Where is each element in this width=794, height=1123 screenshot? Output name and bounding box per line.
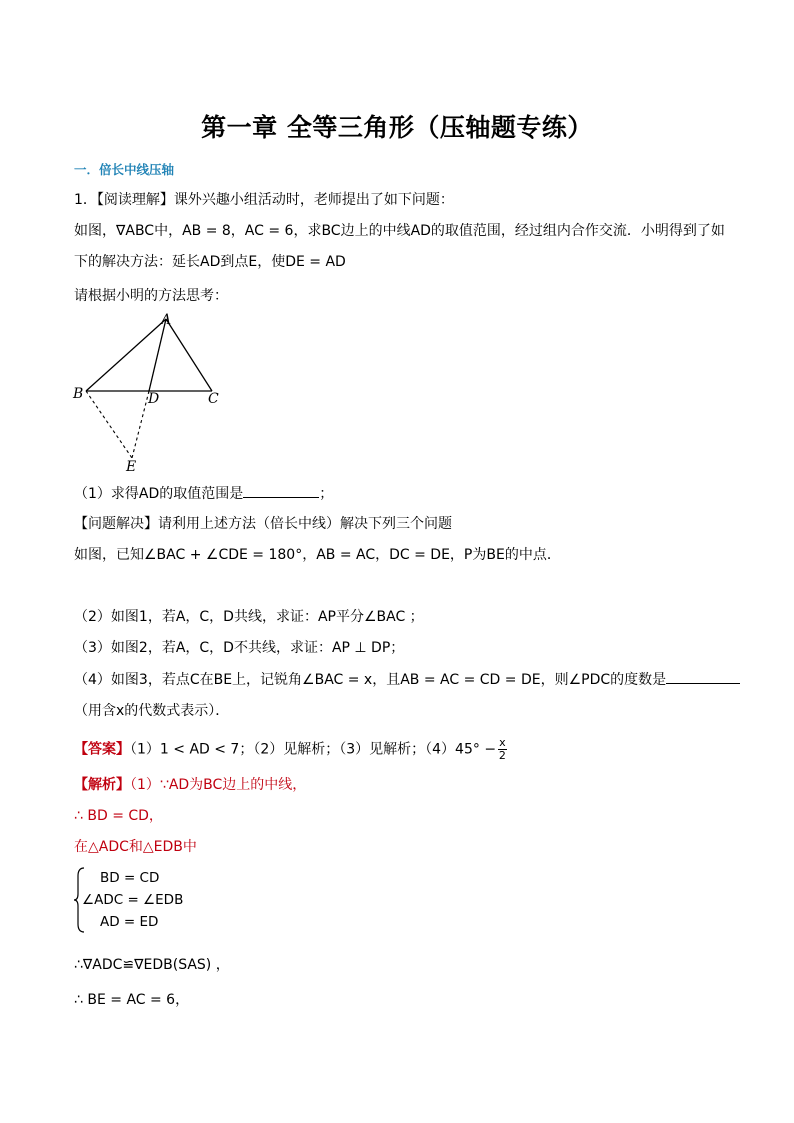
equation-system: [74, 866, 214, 934]
analysis-text-1: （1）∵AD为BC边上的中线，: [130, 777, 307, 793]
problem-prompt: 请根据小明的方法思考：: [74, 288, 228, 304]
analysis-label: 【解析】: [74, 777, 130, 793]
label-b: B: [73, 386, 84, 402]
section-heading: 一．倍长中线压轴: [74, 162, 175, 177]
problem-statement-line-1: 如图，∇ABC中，AB = 8，AC = 6，求BC边上的中线AD的取值范围，经过组内合作交流．小明得到了如: [74, 223, 725, 239]
answer-blank-1: [243, 483, 319, 498]
segment-ad: [149, 319, 166, 391]
analysis-line-5: ∴ BE = AC = 6，: [74, 992, 190, 1008]
answer-text: （1）1 < AD < 7；（2）见解析；（3）见解析；（4）45° −: [130, 741, 497, 758]
segment-de: [132, 391, 149, 458]
label-e: E: [126, 459, 137, 475]
question-3: （3）如图2，若A，C，D不共线，求证：AP ⊥ DP；: [74, 640, 405, 656]
answer-label: 【答案】: [74, 741, 130, 758]
system-row-1: BD = CD: [100, 870, 160, 886]
answer-line: [74, 737, 507, 762]
question-4-note: （用含x的代数式表示）．: [74, 703, 230, 719]
label-c: C: [208, 391, 219, 407]
question-4: [74, 669, 740, 690]
fraction-numerator: x: [499, 736, 506, 749]
analysis-line-4: ∴∇ADC≌∇EDB(SAS) ，: [74, 957, 230, 973]
system-row-3: AD = ED: [100, 914, 159, 930]
label-d: D: [148, 391, 160, 407]
analysis-line-1: [74, 775, 306, 795]
segment-be: [86, 391, 132, 458]
triangle-figure: [60, 306, 240, 476]
question-1-end: ；: [319, 486, 334, 502]
question-1: [74, 483, 333, 504]
segment-ac: [166, 319, 212, 391]
problem-solving-heading: 【问题解决】请利用上述方法（倍长中线）解决下列三个问题: [74, 516, 452, 532]
problem-statement-line-2: 下的解决方法：延长AD到点E，使DE = AD: [74, 254, 346, 270]
problem-intro: 1．【阅读理解】课外兴趣小组活动时，老师提出了如下问题：: [74, 192, 454, 208]
answer-blank-4: [666, 669, 740, 684]
analysis-line-2: ∴ BD = CD，: [74, 808, 163, 824]
answer-fraction: [498, 737, 507, 762]
segment-ba: [86, 319, 166, 391]
question-1-text: （1）求得AD的取值范围是: [74, 486, 244, 502]
page-title: 第一章 全等三角形（压轴题专练）: [201, 113, 593, 142]
question-4-text: （4）如图3，若点C在BE上，记锐角∠BAC = x，且AB = AC = CD = DE，则∠PDC的度数是: [74, 672, 667, 688]
analysis-line-3: 在△ADC和△EDB中: [74, 839, 197, 855]
label-a: A: [161, 312, 172, 328]
system-row-2: ∠ADC = ∠EDB: [82, 892, 184, 908]
question-2: （2）如图1，若A，C，D共线，求证：AP平分∠BAC ；: [74, 609, 424, 625]
fraction-denominator: 2: [498, 749, 506, 762]
given-conditions: 如图，已知∠BAC + ∠CDE = 180°，AB = AC，DC = DE，P为BE的中点．: [74, 547, 561, 563]
